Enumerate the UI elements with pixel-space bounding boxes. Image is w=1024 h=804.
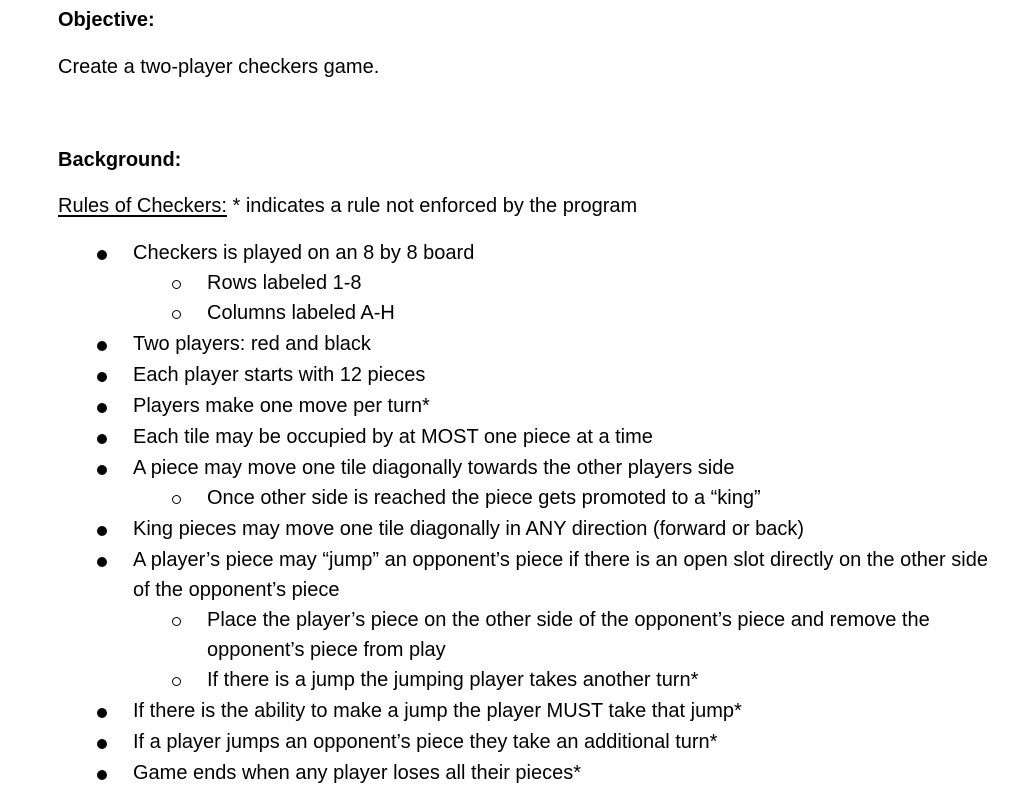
rule-item: King pieces may move one tile diagonally in ANY direction (forward or back): [133, 518, 805, 540]
rule-item: Each player starts with 12 pieces: [133, 364, 426, 386]
rule-subitem: Once other side is reached the piece gets promoted to a “king”: [207, 487, 761, 509]
rule-item: If there is the ability to make a jump the player MUST take that jump*: [133, 700, 742, 722]
bullet-icon: [97, 465, 107, 475]
bullet-icon: [97, 434, 107, 444]
objective-heading: Objective:: [58, 9, 155, 31]
rule-item: Game ends when any player loses all their pieces*: [133, 762, 582, 784]
bullet-icon: [97, 739, 107, 749]
rule-item: Two players: red and black: [133, 333, 371, 355]
bullet-icon: [97, 557, 107, 567]
rule-subitem: Place the player’s piece on the other side of the opponent’s piece and remove the opponent’s piece from play: [207, 609, 930, 661]
sub-bullet-icon: [172, 310, 181, 319]
rule-subitem: If there is a jump the jumping player takes another turn*: [207, 669, 699, 691]
objective-text: Create a two-player checkers game.: [58, 56, 380, 78]
rule-item: A player’s piece may “jump” an opponent’s piece if there is an open slot directly on the other side of the opponent’s piece: [133, 549, 988, 601]
rules-intro: [58, 194, 637, 218]
rule-item: If a player jumps an opponent’s piece they take an additional turn*: [133, 731, 718, 753]
sub-bullet-icon: [172, 280, 181, 289]
bullet-icon: [97, 403, 107, 413]
rule-subitem: Rows labeled 1-8: [207, 272, 362, 294]
rules-title: Rules of Checkers:: [58, 195, 227, 217]
bullet-icon: [97, 372, 107, 382]
bullet-icon: [97, 341, 107, 351]
bullet-icon: [97, 250, 107, 260]
rule-item: A piece may move one tile diagonally towards the other players side: [133, 457, 735, 479]
bullet-icon: [97, 708, 107, 718]
rule-item: Each tile may be occupied by at MOST one piece at a time: [133, 426, 653, 448]
sub-bullet-icon: [172, 617, 181, 626]
rule-item: Players make one move per turn*: [133, 395, 430, 417]
sub-bullet-icon: [172, 677, 181, 686]
background-heading: Background:: [58, 149, 182, 171]
bullet-icon: [97, 526, 107, 536]
rules-note: * indicates a rule not enforced by the program: [226, 195, 638, 217]
rule-item: Checkers is played on an 8 by 8 board: [133, 242, 475, 264]
bullet-icon: [97, 770, 107, 780]
sub-bullet-icon: [172, 495, 181, 504]
rule-subitem: Columns labeled A-H: [207, 302, 395, 324]
